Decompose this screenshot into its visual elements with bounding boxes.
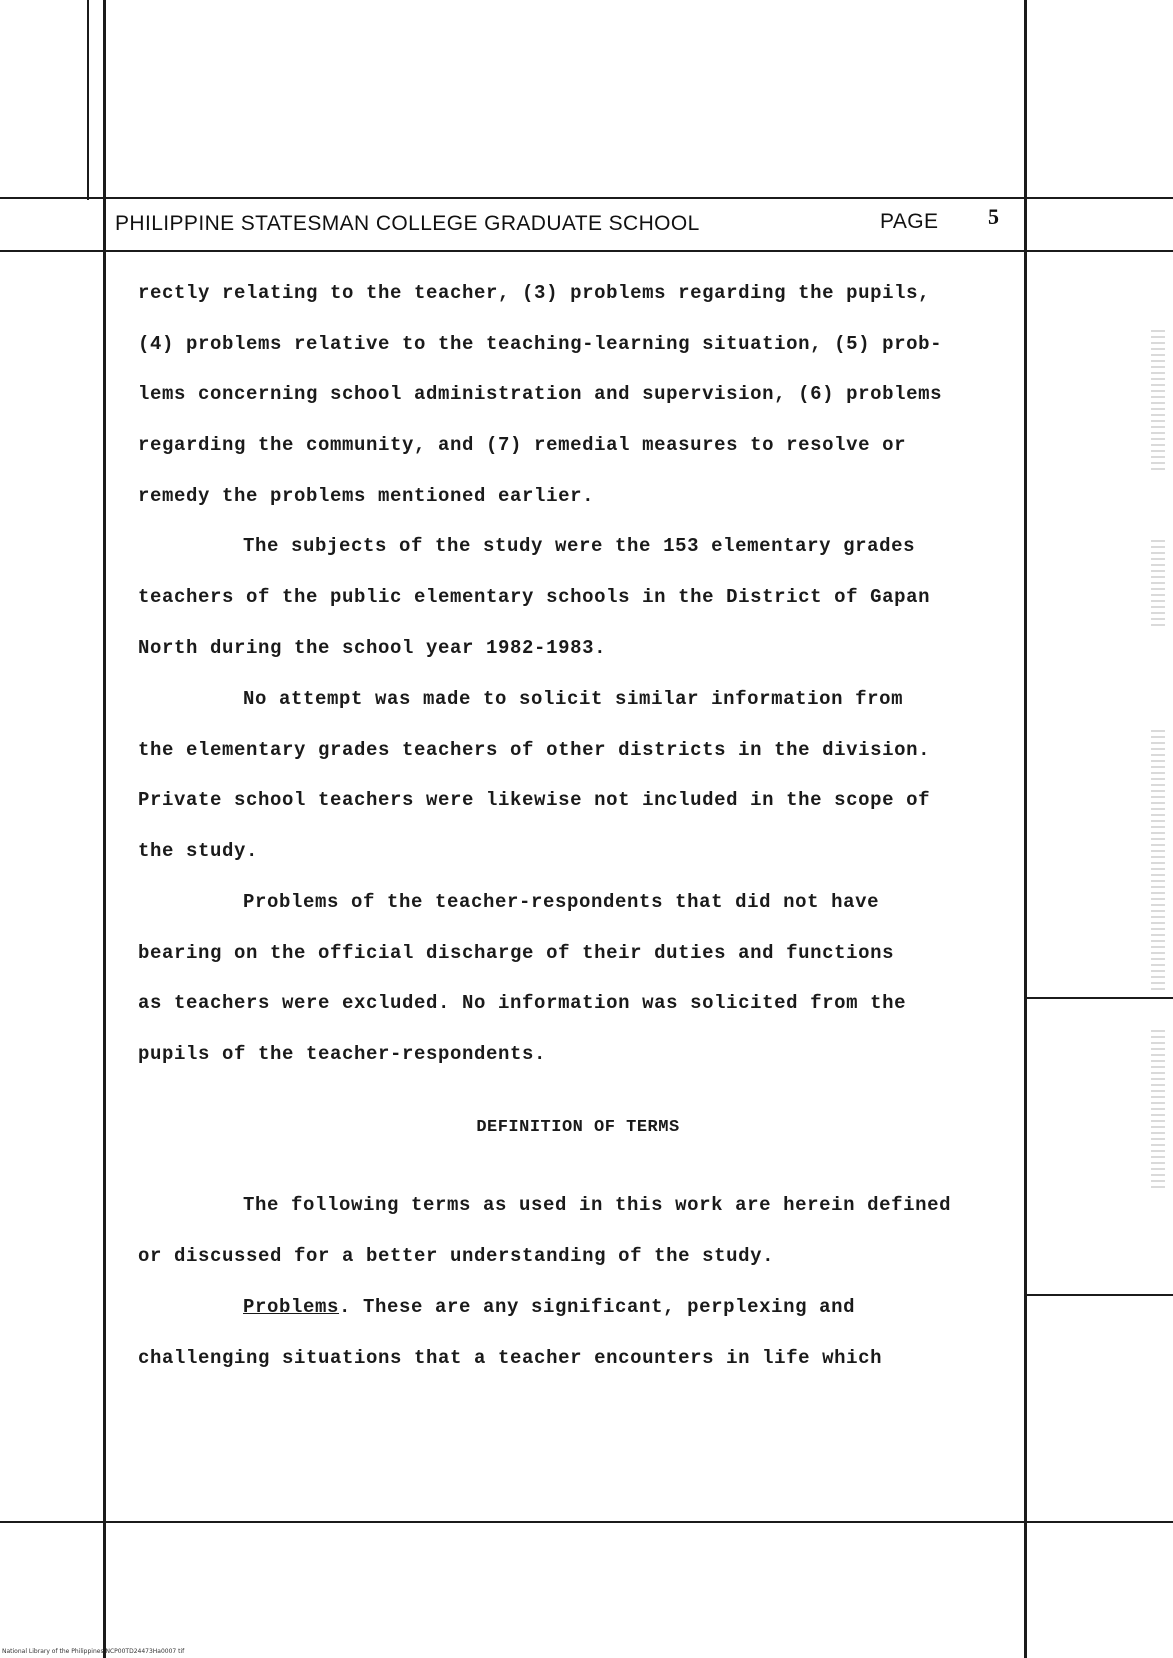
- defined-term: Problems: [243, 1296, 340, 1318]
- footer-rule: [0, 1521, 1173, 1523]
- archive-footer-note: National Library of the Philippines NCP00TD24473Ha0007 tif: [2, 1648, 185, 1655]
- text-line: the elementary grades teachers of other districts in the division.: [138, 739, 931, 761]
- right-border-line: [1024, 0, 1027, 1658]
- header-top-rule: [0, 197, 1173, 199]
- school-name: PHILIPPINE STATESMAN COLLEGE GRADUATE SCHOOL: [115, 212, 700, 235]
- text-line: North during the school year 1982-1983.: [138, 637, 607, 659]
- margin-speckle: [1151, 1030, 1165, 1190]
- text-line: as teachers were excluded. No information was solicited from the: [138, 992, 907, 1014]
- text-line: rectly relating to the teacher, (3) problems regarding the pupils,: [138, 282, 931, 304]
- text-line: challenging situations that a teacher encounters in life which: [138, 1347, 883, 1369]
- margin-speckle: [1151, 540, 1165, 630]
- text-line: teachers of the public elementary schools in the District of Gapan: [138, 586, 931, 608]
- term-definition-line: [138, 1296, 1123, 1318]
- paragraph-first-line: Problems of the teacher-respondents that did not have: [243, 891, 880, 913]
- text-line: lems concerning school administration and supervision, (6) problems: [138, 383, 943, 405]
- text-line: bearing on the official discharge of their duties and functions: [138, 942, 895, 964]
- page-number: 5: [988, 204, 1000, 229]
- section-heading: DEFINITION OF TERMS: [476, 1118, 680, 1137]
- text-line: Private school teachers were likewise not included in the scope of: [138, 789, 931, 811]
- margin-speckle: [1151, 730, 1165, 990]
- page-header: [115, 206, 1010, 240]
- text-line: the study.: [138, 840, 259, 862]
- text-line: or discussed for a better understanding of the study.: [138, 1245, 775, 1267]
- definition-text: . These are any significant, perplexing and: [339, 1296, 856, 1318]
- header-bottom-rule: [0, 250, 1173, 252]
- left-border-line: [103, 0, 106, 1658]
- right-margin-rule-upper: [1024, 997, 1173, 999]
- text-line: pupils of the teacher-respondents.: [138, 1043, 547, 1065]
- margin-speckle: [1151, 330, 1165, 470]
- left-margin-line: [87, 0, 89, 200]
- page-label: PAGE: [880, 210, 939, 233]
- paragraph-first-line: The subjects of the study were the 153 elementary grades: [243, 535, 916, 557]
- text-line: (4) problems relative to the teaching-learning situation, (5) prob-: [138, 333, 943, 355]
- paragraph-first-line: No attempt was made to solicit similar information from: [243, 688, 904, 710]
- text-line: regarding the community, and (7) remedial measures to resolve or: [138, 434, 907, 456]
- paragraph-first-line: The following terms as used in this work are herein defined: [243, 1194, 952, 1216]
- text-line: remedy the problems mentioned earlier.: [138, 485, 595, 507]
